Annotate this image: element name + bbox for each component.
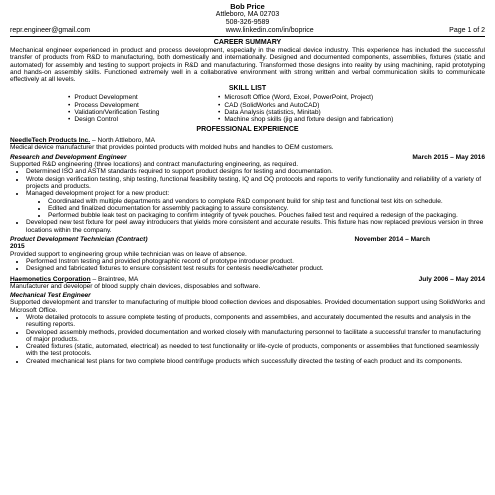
bullet-item: • Developed new test fixture for peel away introducers that yields more consistent and accurate results. This fixture has now replaced previous version in three locations within the company. (26, 219, 485, 234)
bullet-item: • Developed assembly methods, provided documentation and worked closely with manufacturing personnel to facilitate a successful transfer to manufacturing of major products. (26, 329, 485, 344)
summary-paragraph: Mechanical engineer experienced in product and process development, especially in the medical device industry. This experience has included the successful transfer of products from R&D to manufacturing, both domestically and internationally. Designed and documented components, assemblies, fixtures (static and automated) for assembly and testing to support projects in R&D and manufacturing. Transformed those designs into reality by using machining, rapid prototyping and hands-on assembly skills. Functioned extremely well in a collaborative environment with strong written and verbal communication skills to communicate effectively at all levels. (10, 47, 485, 84)
skill-item: • Product Development (68, 94, 218, 101)
employer-line (10, 137, 485, 145)
bullet-item: • Wrote detailed protocols to assure complete testing of products, components and assemblies, and accurately documented the results and analysis in the resulting reports. (26, 314, 485, 329)
bullet-item: • Performed Instron testing and provided photographic record of prototype introducer product. (26, 258, 485, 265)
bullet-item: • Determined ISO and ASTM standards required to support product designs for testing and documentation. (26, 168, 485, 175)
summary-heading: CAREER SUMMARY (213, 39, 282, 46)
role-title: Mechanical Test Engineer (10, 292, 91, 300)
skill-item: • Design Control (68, 116, 218, 123)
skill-item: • Microsoft Office (Word, Excel, PowerPoint, Project) (218, 94, 393, 101)
role-header (10, 236, 485, 243)
employer-description: Manufacturer and developer of blood supply chain devices, disposables and software. (10, 282, 261, 290)
skill-item: • CAD (SolidWorks and AutoCAD) (218, 102, 393, 109)
experience-heading: PROFESSIONAL EXPERIENCE (196, 125, 299, 133)
skill-item: • Process Development (68, 102, 218, 109)
contact-bar (10, 27, 485, 37)
skill-item: • Data Analysis (statistics, Minitab) (218, 109, 393, 116)
skill-item: • Machine shop skills (jig and fixture design and fabrication) (218, 116, 393, 123)
resume-page (10, 0, 485, 365)
candidate-name: Bob Price (230, 2, 265, 11)
role-bullets (10, 168, 485, 234)
address: Attleboro, MA 02703 (215, 11, 280, 18)
role-dates: March 2015 – May 2016 (412, 153, 485, 161)
role-header (10, 292, 485, 299)
sub-bullet-item: • Performed bubble leak test on packaging to confirm integrity of tyvek pouches. Pouches failed test and required a redesign of the packaging. (48, 212, 485, 219)
bullet-item: • Designed and fabricated fixtures to ensure consistent test results for centesis needle/catheter product. (26, 265, 485, 272)
bullet-item (26, 190, 485, 219)
role-title: Product Development Technician (Contract) (10, 236, 148, 244)
employer-name: NeedleTech Products Inc. (10, 136, 91, 144)
skills-heading: SKILL LIST (228, 85, 267, 93)
role-title: Research and Development Engineer (10, 153, 127, 161)
employer-location: – North Attleboro, MA (90, 136, 155, 144)
employer-location: – Braintree, MA (90, 275, 139, 283)
role-header (10, 154, 485, 161)
skills-list (68, 94, 485, 123)
role-intro: Supported development and transfer to manufacturing of multiple blood collection devices and disposables. Provided documentation support using SolidWorks and Microsoft Office. (10, 299, 485, 314)
employer-name: Haemonetics Corporation (10, 275, 91, 283)
role-dates-continued: 2015 (10, 243, 25, 251)
page-number: Page 1 of 2 (449, 27, 485, 34)
bullet-text: Managed development project for a new product: (26, 190, 170, 198)
phone-number: 508-326-9589 (225, 19, 270, 26)
employer-description: Medical device manufacturer that provides pointed products with molded hubs and handles to OEM customers. (10, 144, 334, 152)
role-bullets (10, 314, 485, 365)
employer-dates: July 2006 – May 2014 (418, 275, 485, 283)
bullet-item: • Created fixtures (static, automated, electrical) as needed to test functionality or life-cycle of products, components or assemblies that functioned seamlessly with the test protocols. (26, 343, 485, 358)
skills-left-column (68, 94, 218, 123)
skill-item: • Validation/Verification Testing (68, 109, 218, 116)
bullet-item: • Wrote design verification testing, ship testing, functional feasibility testing, IQ and OQ protocols and reports to verify functionality and reliability of a variety of projects and products. (26, 176, 485, 191)
sub-bullet-item: • Coordinated with multiple departments and vendors to complete R&D component build for ship test and functional test kits on schedule. (48, 198, 485, 205)
skills-right-column (218, 94, 393, 123)
email-link[interactable]: repr.engineer@gmail.com (10, 27, 91, 34)
employer-line (10, 276, 485, 283)
role-dates: November 2014 – March (354, 236, 430, 244)
role-intro: Supported R&D engineering (three locations) and contract manufacturing engineering, as required. (10, 161, 299, 169)
linkedin-link[interactable]: www.linkedin.com/in/boprice (225, 27, 314, 34)
sub-bullets (26, 198, 485, 220)
role-bullets (10, 258, 485, 273)
role-intro: Provided support to engineering group while technician was on leave of absence. (10, 250, 247, 258)
sub-bullet-item: • Edited and finalized documentation for assembly packaging to assure consistency. (48, 205, 485, 212)
bullet-item: • Created mechanical test plans for two complete blood centrifuge products which successfully directed the testing of each product and its components. (26, 358, 485, 365)
